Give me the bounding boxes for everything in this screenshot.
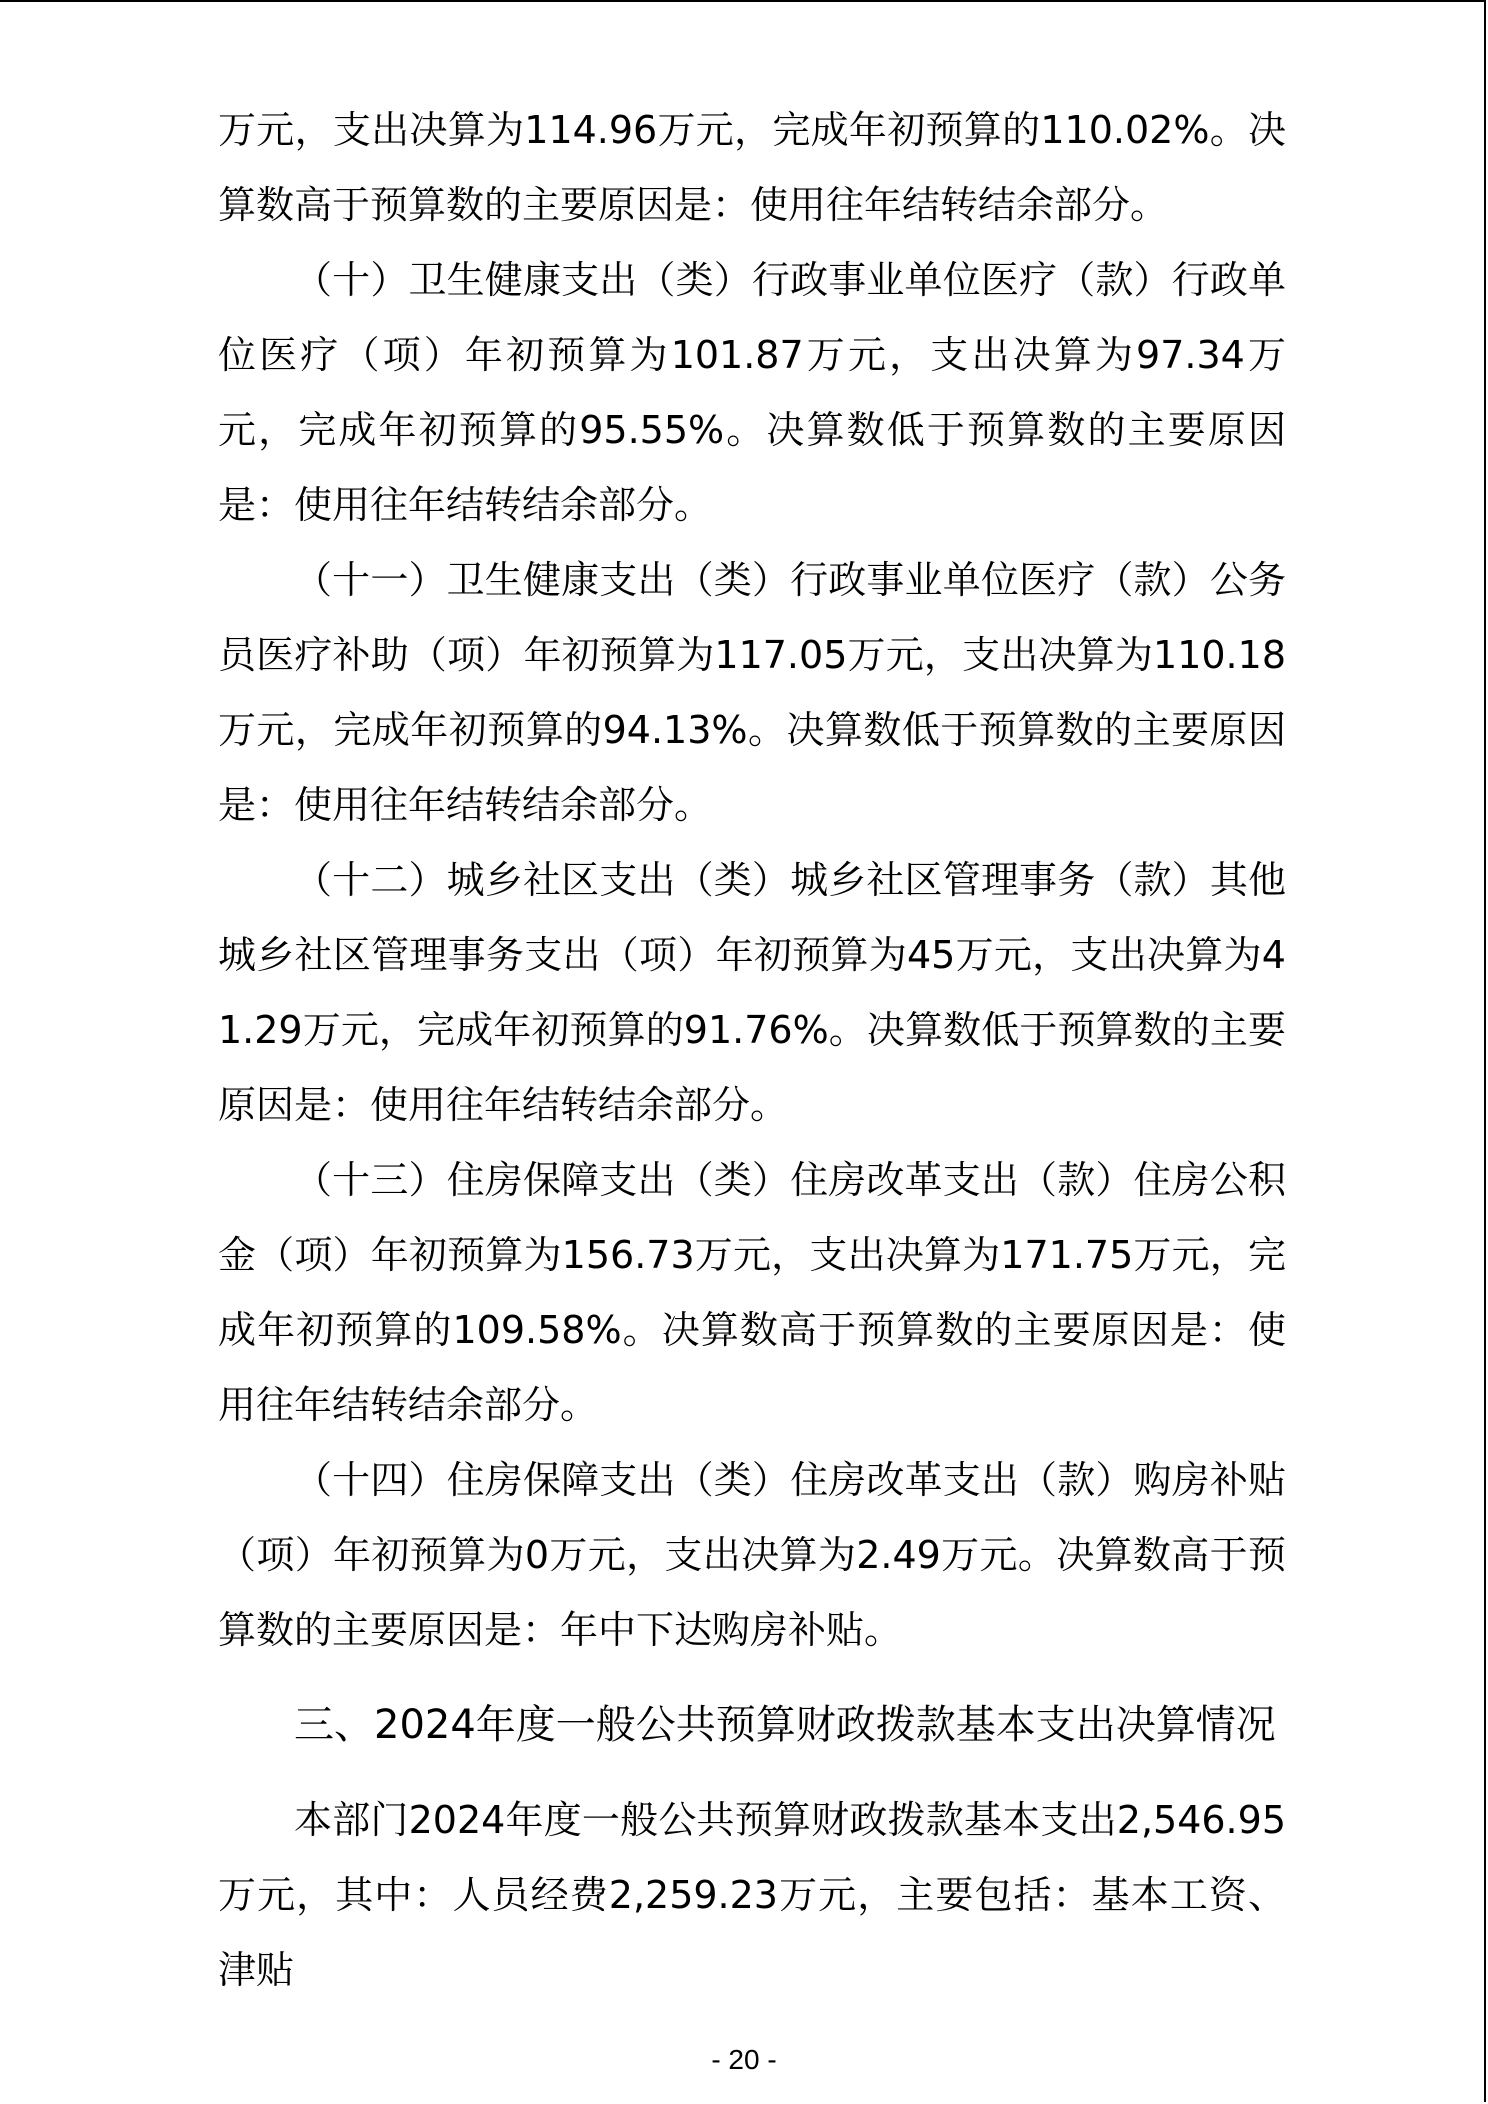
section-paragraph: 本部门2024年度一般公共预算财政拨款基本支出2,546.95万元，其中：人员经费2,259.23万元，主要包括：基本工资、津贴 (218, 1798, 1286, 1992)
paragraph-item-11: （十一）卫生健康支出（类）行政事业单位医疗（款）公务员医疗补助（项）年初预算为117.05万元，支出决算为110.18万元，完成年初预算的94.13%。决算数低于预算数的主要原因是：使用往年结转结余部分。 (218, 558, 1286, 827)
paragraph-item-13: （十三）住房保障支出（类）住房改革支出（款）住房公积金（项）年初预算为156.73万元，支出决算为171.75万元，完成年初预算的109.58%。决算数高于预算数的主要原因是：使用往年结转结余部分。 (218, 1158, 1286, 1427)
page-number: - 20 - (711, 2044, 777, 2075)
paragraph-item-12: （十二）城乡社区支出（类）城乡社区管理事务（款）其他城乡社区管理事务支出（项）年初预算为45万元，支出决算为41.29万元，完成年初预算的91.76%。决算数低于预算数的主要原因是：使用往年结转结余部分。 (218, 858, 1286, 1127)
paragraph-item-10: （十）卫生健康支出（类）行政事业单位医疗（款）行政单位医疗（项）年初预算为101.87万元，支出决算为97.34万元，完成年初预算的95.55%。决算数低于预算数的主要原因是：使用往年结转结余部分。 (218, 258, 1286, 527)
section-heading: 三、2024年度一般公共预算财政拨款基本支出决算情况 (294, 1702, 1276, 1748)
paragraph-continuation: 万元，支出决算为114.96万元，完成年初预算的110.02%。决算数高于预算数的主要原因是：使用往年结转结余部分。 (218, 108, 1286, 227)
document-body (218, 93, 1286, 2008)
paragraph-item-14: （十四）住房保障支出（类）住房改革支出（款）购房补贴（项）年初预算为0万元，支出决算为2.49万元。决算数高于预算数的主要原因是：年中下达购房补贴。 (218, 1458, 1286, 1652)
